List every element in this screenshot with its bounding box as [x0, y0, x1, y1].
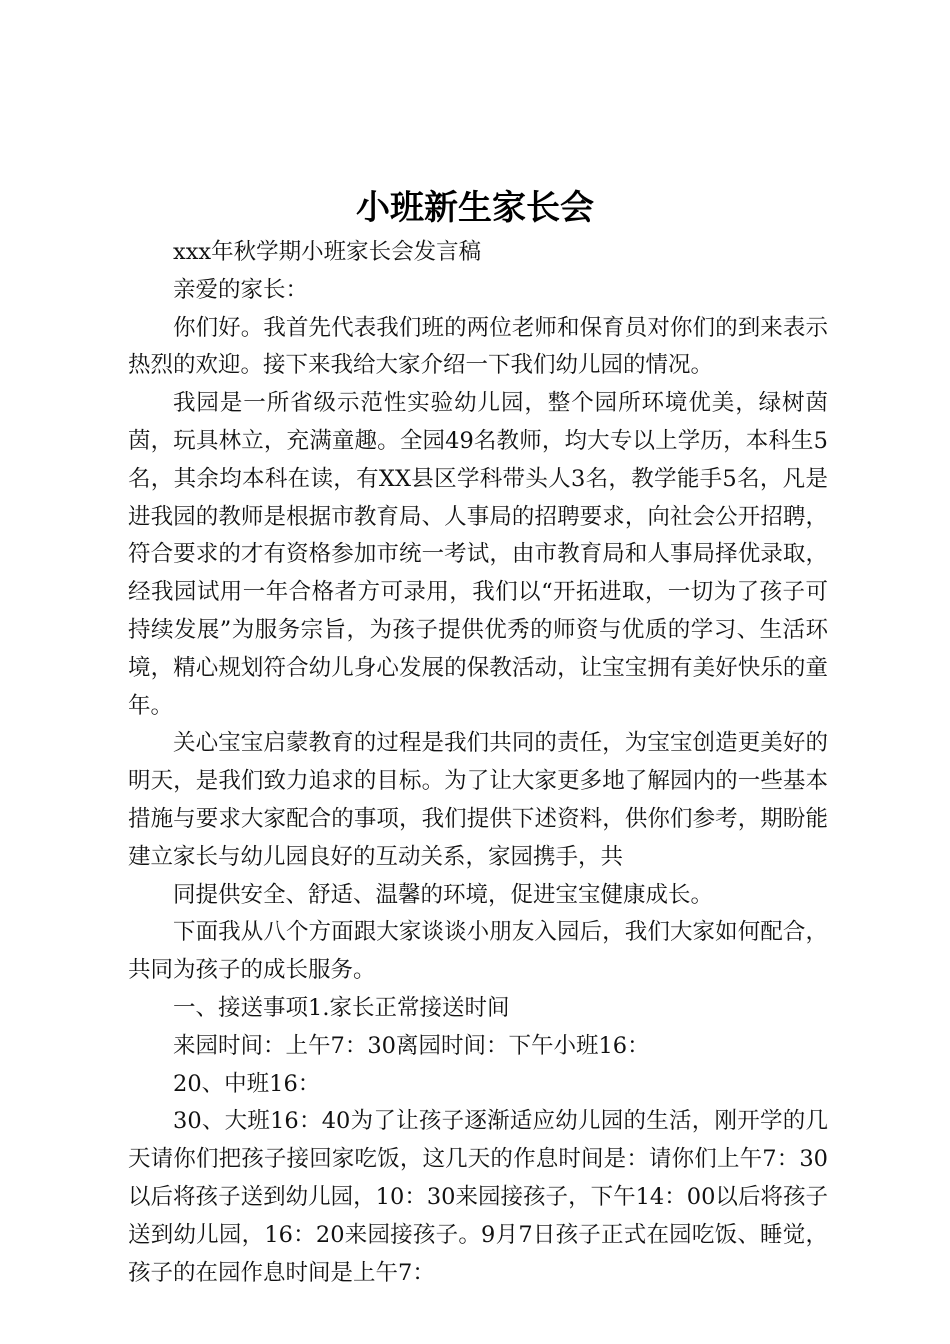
paragraph-schedule-details: 30、大班16：40为了让孩子逐渐适应幼儿园的生活，刚开学的几天请你们把孩子接回家吃饭，这几天的作息时间是：请你们上午7：30以后将孩子送到幼儿园，10：30来园接孩子，下午14：00以后将孩子送到幼儿园，16：20来园接孩子。9月7日孩子正式在园吃饭、睡觉，孩子的在园作息时间是上午7：: [128, 1108, 828, 1286]
paragraph-middle-class-time: 20、中班16：: [173, 1070, 321, 1097]
paragraph-environment: 同提供安全、舒适、温馨的环境，促进宝宝健康成长。: [173, 881, 714, 908]
paragraph-heading-line: xxx年秋学期小班家长会发言稿: [173, 239, 482, 265]
paragraph-shared-responsibility: 关心宝宝启蒙教育的过程是我们共同的责任，为宝宝创造更美好的明天，是我们致力追求的目标。为了让大家更多地了解园内的一些基本措施与要求大家配合的事项，我们提供下述资料，供你们参考，期盼能建立家长与幼儿园良好的互动关系，家园携手，共: [128, 730, 828, 870]
paragraph-arrival-time: 来园时间：上午7：30离园时间：下午小班16：: [173, 1032, 650, 1059]
paragraph-kindergarten-intro: 我园是一所省级示范性实验幼儿园，整个园所环境优美，绿树茵茵，玩具林立，充满童趣。全园49名教师，均大专以上学历，本科生5名，其余均本科在读，有XX县区学科带头人3名，教学能手5名，凡是进我园的教师是根据市教育局、人事局的招聘要求，向社会公开招聘，符合要求的才有资格参加市统一考试，由市教育局和人事局择优录取，经我园试用一年合格者方可录用，我们以“开拓进取，一切为了孩子可持续发展”为服务宗旨，为孩子提供优秀的师资与优质的学习、生活环境，精心规划符合幼儿身心发展的保教活动，让宝宝拥有美好快乐的童年。: [128, 390, 828, 719]
document-title: 小班新生家长会: [356, 188, 594, 228]
paragraph-salutation: 亲爱的家长：: [173, 276, 309, 303]
document-body: [128, 234, 828, 1292]
paragraph-greeting: 你们好。我首先代表我们班的两位老师和保育员对你们的到来表示热烈的欢迎。接下来我给大家介绍一下我们幼儿园的情况。: [128, 314, 828, 379]
paragraph-section-one-heading: 一、接送事项1.家长正常接送时间: [173, 994, 510, 1021]
paragraph-eight-aspects: 下面我从八个方面跟大家谈谈小朋友入园后，我们大家如何配合，共同为孩子的成长服务。: [128, 919, 828, 984]
